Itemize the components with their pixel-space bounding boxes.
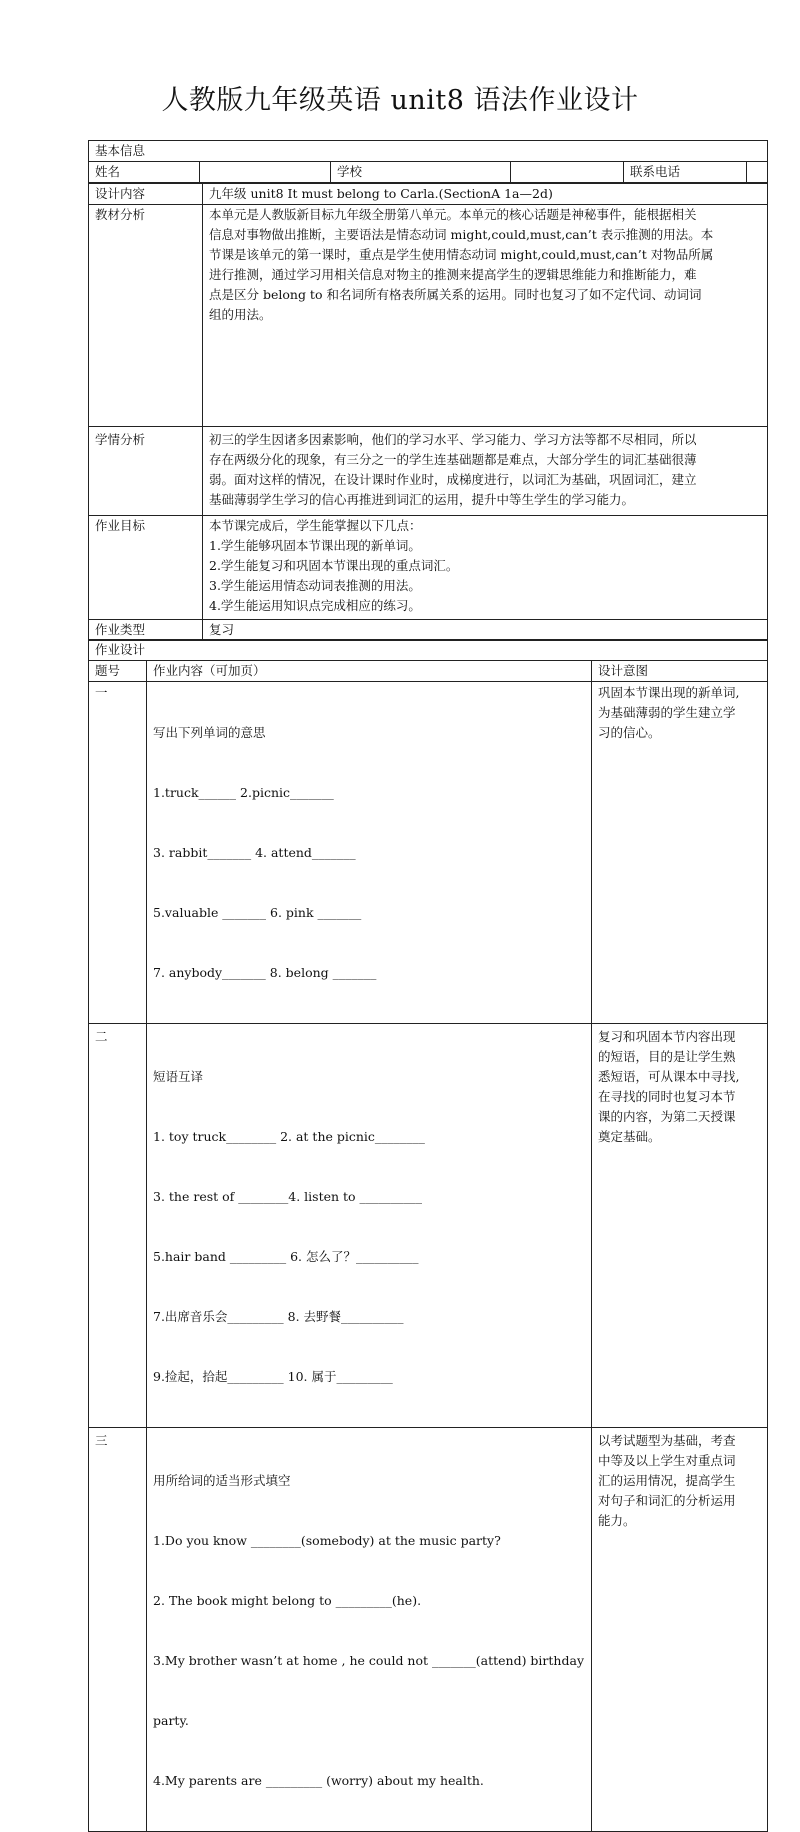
name-value[interactable] [200, 162, 331, 183]
student-analysis-label: 学情分析 [89, 427, 203, 516]
school-label: 学校 [331, 162, 511, 183]
design-header: 作业设计 [89, 640, 768, 661]
page-title: 人教版九年级英语 unit8 语法作业设计 [161, 85, 639, 116]
item-3-number: 三 [89, 1428, 147, 1832]
phone-label: 联系电话 [624, 162, 747, 182]
basic-info-header: 基本信息 [89, 141, 768, 162]
student-analysis-text: 初三的学生因诸多因素影响，他们的学习水平、学习能力、学习方法等都不尽相同，所以 存在两级分化的现象，有三分之一的学生连基础题都是难点，大部分学生的词汇基础很薄 弱。面对这样的情况，在设计课时作业时，成梯度进行，以词汇为基础，巩固词汇，建立 基础薄弱学生学习的信心再推进到词汇的运用，提升中等生学生的学习能力。 [203, 427, 768, 516]
phone-row [624, 162, 768, 183]
goals-label: 作业目标 [89, 516, 203, 620]
homework-design-table [88, 140, 768, 183]
name-label: 姓名 [89, 162, 200, 183]
item-2-number: 二 [89, 1024, 147, 1428]
item-3-content: 用所给词的适当形式填空 1.Do you know ________(somebody) at the music party? 2. The book might belong to _________(he). 3.My brother wasn’t at home , he could not _______(attend) birthday party. 4.My parents are _________ (worry) about my health. [147, 1428, 592, 1832]
textbook-analysis-text: 本单元是人教版新目标九年级全册第八单元。本单元的核心话题是神秘事件，能根据相关 信息对事物做出推断，主要语法是情态动词 might,could,must,can’t 表示推测的用法。本 节课是该单元的第一课时，重点是学生使用情态动词 might,could,must,can’t 对物品所属 进行推测，通过学习用相关信息对物主的推测来提高学生的逻辑思维能力和推断能力，难 点是区分 belong to 和名词所有格表所属关系的运用。同时也复习了如不定代词、动词词 组的用法。 [203, 205, 768, 427]
item-2-content: 短语互译 1. toy truck________ 2. at the picnic________ 3. the rest of ________4. listen to __________ 5.hair band _________ 6. 怎么了？__________ 7.出席音乐会_________ 8. 去野餐__________ 9.捡起，拾起_________ 10. 属于_________ [147, 1024, 592, 1428]
item-1-intent: 巩固本节课出现的新单词, 为基础薄弱的学生建立学 习的信心。 [592, 682, 768, 1024]
design-content-value: 九年级 unit8 It must belong to Carla.(SectionA 1a—2d) [203, 184, 768, 205]
main-info-table [88, 183, 768, 641]
col-content-header: 作业内容（可加页） [147, 661, 592, 682]
item-2-intent: 复习和巩固本节内容出现 的短语，目的是让学生熟 悉短语，可从课本中寻找, 在寻找的同时也复习本节 课的内容，为第二天授课 奠定基础。 [592, 1024, 768, 1428]
type-value: 复习 [203, 620, 768, 641]
type-label: 作业类型 [89, 620, 203, 641]
item-1-number: 一 [89, 682, 147, 1024]
goals-text: 本节课完成后，学生能掌握以下几点： 1.学生能够巩固本节课出现的新单词。 2.学生能复习和巩固本节课出现的重点词汇。 3.学生能运用情态动词表推测的用法。 4.学生能运用知识点完成相应的练习。 [203, 516, 768, 620]
item-1-content: 写出下列单词的意思 1.truck______ 2.picnic_______ 3. rabbit_______ 4. attend_______ 5.valuable _______ 6. pink _______ 7. anybody_______ 8. belong _______ [147, 682, 592, 1024]
phone-value[interactable] [747, 162, 767, 182]
col-number-header: 题号 [89, 661, 147, 682]
item-3-intent: 以考试题型为基础，考查 中等及以上学生对重点词 汇的运用情况，提高学生 对句子和词汇的分析运用 能力。 [592, 1428, 768, 1832]
design-table [88, 639, 768, 1832]
col-intent-header: 设计意图 [592, 661, 768, 682]
textbook-analysis-label: 教材分析 [89, 205, 203, 427]
school-value[interactable] [511, 162, 624, 183]
design-content-label: 设计内容 [89, 184, 203, 205]
